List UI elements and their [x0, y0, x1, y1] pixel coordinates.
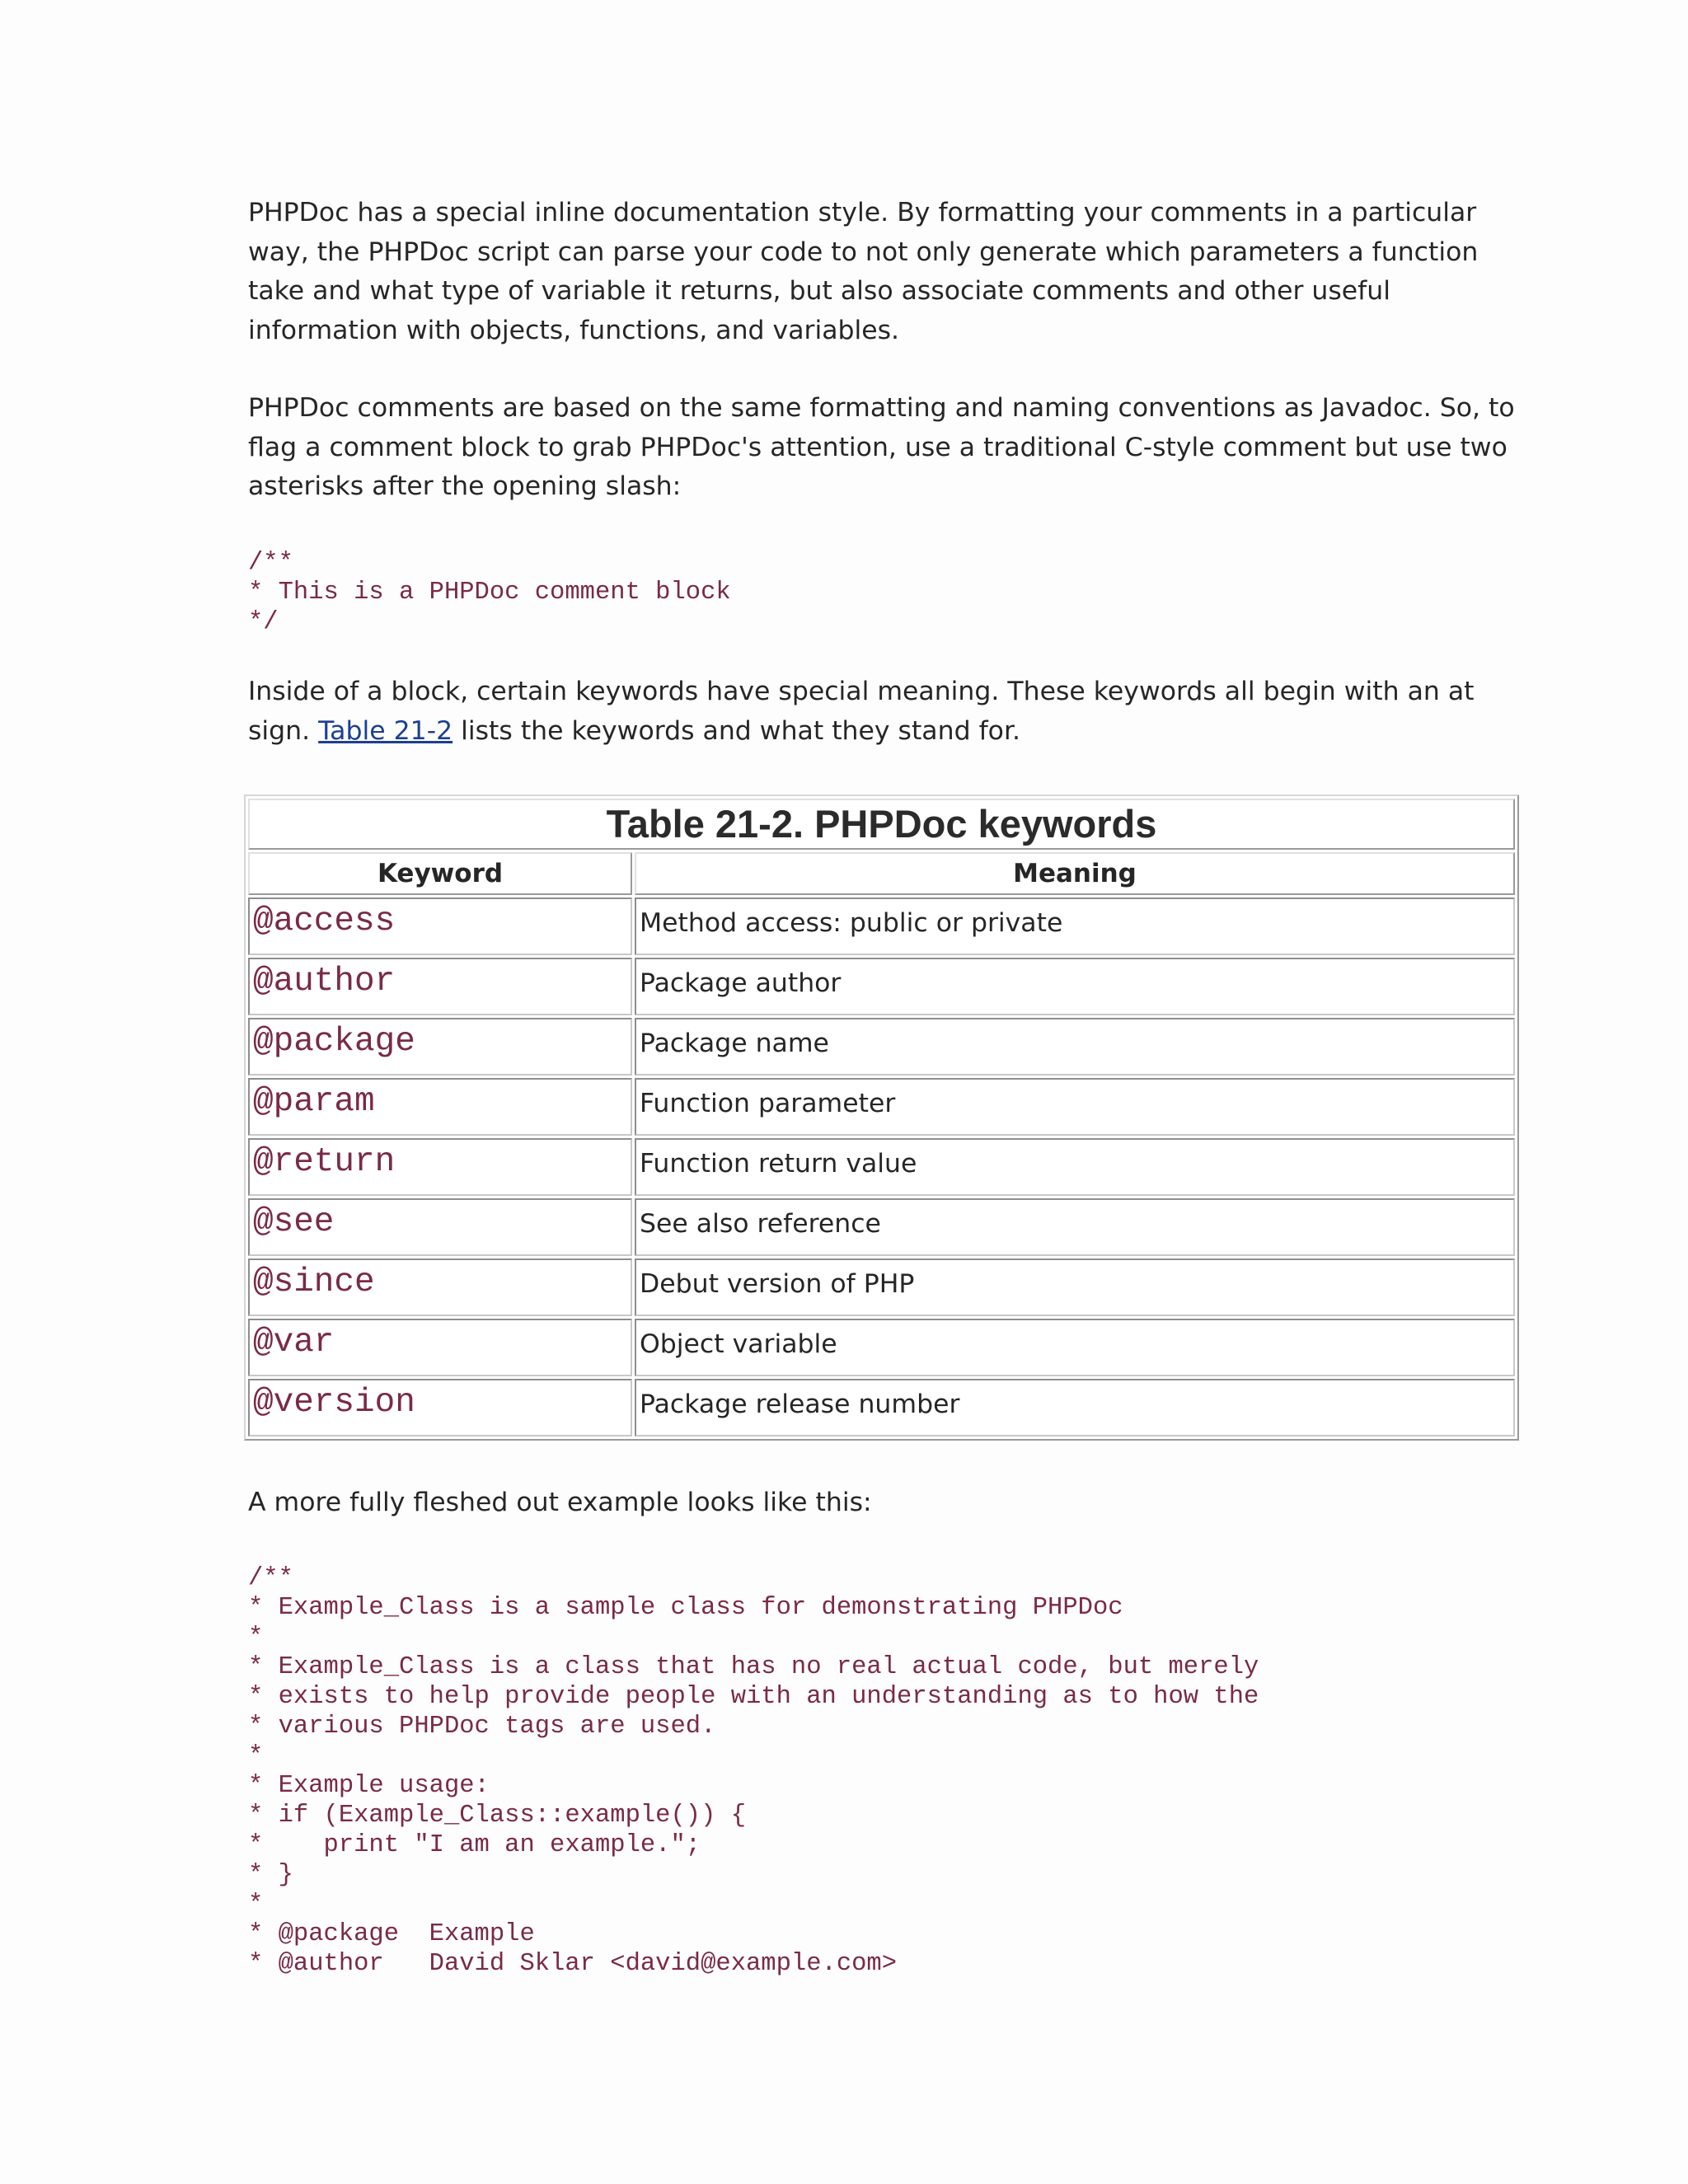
meaning-text: Package author: [640, 968, 842, 998]
javadoc-paragraph: PHPDoc comments are based on the same formatting and naming conventions as Javadoc. So, to flag a comment block to grab PHPDoc's attention, use a traditional C-style comment but use two asterisks after the opening slash:: [248, 393, 1515, 501]
meaning-cell: [635, 1078, 1515, 1136]
column-header-keyword: Keyword: [248, 852, 632, 895]
table-row: [248, 898, 1515, 955]
keyword-cell: [248, 1018, 632, 1076]
table-row: [248, 1138, 1515, 1196]
meaning-text: Function return value: [640, 1149, 917, 1179]
meaning-text: Object variable: [640, 1329, 837, 1359]
keyword-access: @access: [253, 902, 396, 940]
meaning-cell: [635, 1379, 1515, 1436]
column-header-meaning: Meaning: [635, 852, 1515, 895]
meaning-cell: [635, 1018, 1515, 1076]
keyword-var: @var: [253, 1324, 335, 1361]
table-row: [248, 1078, 1515, 1136]
keyword-package: @package: [253, 1023, 415, 1061]
keyword-cell: [248, 898, 632, 955]
keywords-paragraph-text: Inside of a block, certain keywords have special meaning. These keywords all begin with an at sign.: [248, 677, 1475, 746]
keyword-param: @param: [253, 1083, 375, 1121]
table-row: [248, 1319, 1515, 1376]
table-row: [248, 1379, 1515, 1436]
phpdoc-keywords-table: [244, 794, 1519, 1441]
meaning-text: Package release number: [640, 1390, 960, 1419]
meaning-text: Debut version of PHP: [640, 1269, 915, 1299]
meaning-text: Package name: [640, 1029, 829, 1058]
code-block-example: /** * Example_Class is a sample class for demonstrating PHPDoc * * Example_Class is a class that has no real actual code, but merely * exists to help provide people with an understanding as to how the * various PHPDoc tags are used. * * Example usage: * if (Example_Class::example()) { * print "I am an example."; * } * * @package Example * @author David Sklar <david@example.com>: [248, 1564, 1259, 1978]
table-21-2-link[interactable]: Table 21-2: [318, 715, 453, 746]
example-intro-paragraph: A more fully fleshed out example looks like this:: [248, 1488, 872, 1517]
meaning-cell: [635, 1258, 1515, 1316]
code-block-simple: /** * This is a PHPDoc comment block */: [248, 549, 731, 636]
keywords-paragraph-tail: lists the keywords and what they stand for.: [452, 715, 1021, 746]
keyword-since: @since: [253, 1263, 375, 1301]
table-caption: Table 21-2. PHPDoc keywords: [248, 799, 1515, 850]
table-row: [248, 1018, 1515, 1076]
table-row: [248, 1258, 1515, 1316]
meaning-text: Method access: public or private: [640, 908, 1063, 938]
table-row: [248, 1198, 1515, 1256]
keywords-paragraph: [248, 673, 1522, 751]
meaning-cell: [635, 1198, 1515, 1256]
meaning-text: See also reference: [640, 1209, 881, 1239]
meaning-cell: [635, 1138, 1515, 1196]
intro-paragraph: PHPDoc has a special inline documentation style. By formatting your comments in a particular way, the PHPDoc script can parse your code to not only generate which parameters a function take and what type of variable it returns, but also associate comments and other useful information with objects, functions, and variables.: [248, 198, 1479, 345]
keyword-cell: [248, 958, 632, 1015]
keyword-see: @see: [253, 1203, 335, 1241]
table-row: [248, 958, 1515, 1015]
keyword-cell: [248, 1198, 632, 1256]
keyword-version: @version: [253, 1384, 415, 1422]
keyword-cell: [248, 1319, 632, 1376]
meaning-cell: [635, 958, 1515, 1015]
keyword-return: @return: [253, 1143, 396, 1181]
meaning-cell: [635, 1319, 1515, 1376]
meaning-cell: [635, 898, 1515, 955]
keyword-author: @author: [253, 963, 396, 1001]
keyword-cell: [248, 1138, 632, 1196]
keyword-cell: [248, 1379, 632, 1436]
keyword-cell: [248, 1258, 632, 1316]
keyword-cell: [248, 1078, 632, 1136]
meaning-text: Function parameter: [640, 1089, 896, 1118]
